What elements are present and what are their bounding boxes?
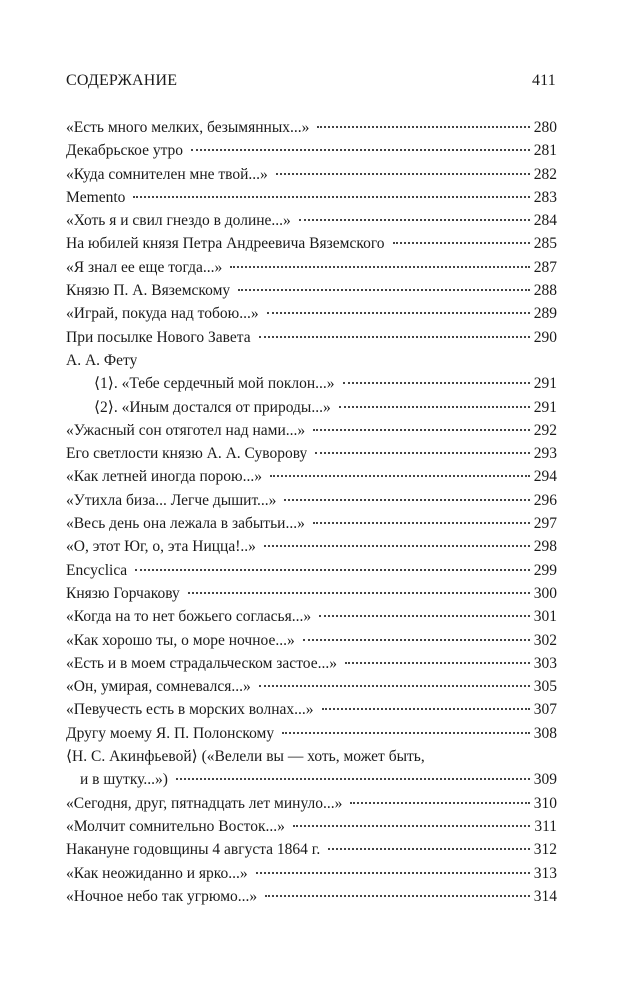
toc-entry-page: 312 [533, 841, 557, 859]
toc-entry-title: «Весь день она лежала в забытьи...» [66, 515, 305, 533]
toc-entry-page: 302 [533, 631, 557, 649]
toc-entry [66, 139, 557, 162]
toc-entry-page: 280 [533, 119, 557, 136]
toc-entry [66, 582, 557, 605]
toc-entry-title: «Молчит сомнительно Восток...» [66, 817, 285, 835]
toc-entry-page: 308 [533, 724, 557, 742]
dot-leader [303, 639, 530, 641]
toc-entry-page: 283 [533, 188, 557, 206]
dot-leader [265, 895, 530, 897]
toc-entry-page: 311 [534, 817, 557, 835]
toc-entry [66, 186, 557, 209]
toc-entry-page: 281 [533, 142, 557, 160]
toc-entry-page: 288 [533, 282, 557, 300]
dot-leader [284, 499, 529, 501]
toc-entry-title: Его светлости князю А. А. Суворову [66, 445, 308, 463]
toc-entry-page: 301 [533, 608, 557, 626]
toc-entry-title: ⟨1⟩. «Тебе сердечный мой поклон...» [94, 375, 335, 393]
toc-entry-page: 291 [533, 375, 557, 393]
toc-entry [66, 652, 557, 675]
dot-leader [259, 685, 530, 687]
toc-entry-title: Князю Горчакову [66, 584, 180, 602]
dot-leader [270, 475, 530, 477]
dot-leader [299, 219, 530, 221]
dot-leader [319, 615, 530, 617]
toc-entry-title: На юбилей князя Петра Андреевича Вяземского [66, 235, 385, 253]
toc-entry-title: ⟨2⟩. «Иным достался от природы...» [94, 398, 331, 416]
dot-leader [264, 545, 530, 547]
dot-leader [238, 289, 530, 291]
toc-entry-page: 287 [533, 258, 557, 276]
toc-entry-title: «Ужасный сон отяготел над нами...» [66, 421, 306, 439]
toc-entry [66, 116, 557, 139]
toc-entry [66, 885, 557, 908]
toc-entry-title: «Утихла биза... Легче дышит...» [66, 491, 277, 509]
toc-entry [66, 396, 557, 419]
toc-entry [66, 279, 557, 302]
toc-entry-title: Другу моему Я. П. Полонскому [66, 724, 275, 742]
toc-entry-title: А. А. Фету [66, 351, 138, 369]
dot-leader [350, 802, 529, 804]
toc-entry [66, 209, 557, 232]
toc-entry-page: 313 [533, 864, 557, 882]
toc-entry-title: «Как хорошо ты, о море ночное...» [66, 631, 295, 649]
dot-leader [313, 522, 530, 524]
dot-leader [328, 848, 529, 850]
toc-entry-page: 294 [533, 468, 557, 486]
toc-entry-title: «Когда на то нет божьего согласья...» [66, 608, 312, 626]
toc-entry [66, 232, 557, 255]
dot-leader [293, 825, 530, 827]
toc-entry-title: «Я знал ее еще тогда...» [66, 258, 223, 276]
toc-entry-page: 289 [533, 305, 557, 323]
toc-entry-page: 291 [533, 398, 557, 416]
dot-leader [276, 173, 530, 175]
toc-entry-page: 309 [533, 771, 557, 789]
dot-leader [267, 312, 530, 314]
dot-leader [133, 196, 529, 198]
toc-entry [66, 675, 557, 698]
toc-entry-title: «Ночное небо так угрюмо...» [66, 887, 258, 905]
toc-entry-title: «Певучесть есть в морских волнах...» [66, 701, 314, 719]
toc-entry-title: «Играй, покуда над тобою...» [66, 305, 259, 323]
toc-entry [66, 559, 557, 582]
dot-leader [259, 336, 530, 338]
toc-entry-title: «Как летней иногда порою...» [66, 468, 262, 486]
dot-leader [313, 429, 530, 431]
dot-leader [339, 406, 530, 408]
toc-entry-page: 299 [533, 561, 557, 579]
table-of-contents [66, 116, 557, 908]
toc-entry-title: ⟨Н. С. Акинфьевой⟩ («Велели вы — хоть, может быть, [66, 748, 425, 766]
toc-entry-page: 300 [533, 584, 557, 602]
dot-leader [256, 872, 530, 874]
toc-entry [66, 815, 557, 838]
dot-leader [345, 662, 530, 664]
toc-entry [66, 326, 557, 349]
toc-entry-page: 314 [533, 887, 557, 905]
toc-entry [66, 512, 557, 535]
toc-entry-page: 305 [533, 678, 557, 696]
toc-entry-page: 310 [533, 794, 557, 812]
toc-entry [66, 838, 557, 861]
toc-entry [66, 419, 557, 442]
toc-entry-page: 282 [533, 165, 557, 183]
toc-entry-title: «Куда сомнителен мне твой...» [66, 165, 268, 183]
dot-leader [230, 266, 529, 268]
toc-entry-page: 297 [533, 515, 557, 533]
toc-entry-title: «О, этот Юг, о, эта Ницца!..» [66, 538, 256, 556]
toc-entry-title: «Хоть я и свил гнездо в долине...» [66, 212, 291, 230]
toc-entry-page: 296 [533, 491, 557, 509]
dot-leader [322, 708, 530, 710]
toc-entry [66, 792, 557, 815]
toc-entry [66, 745, 557, 768]
toc-entry [66, 465, 557, 488]
dot-leader [176, 778, 530, 780]
toc-entry [66, 698, 557, 721]
toc-entry-page: 303 [533, 654, 557, 672]
toc-entry-title: «Есть и в моем страдальческом застое...» [66, 654, 337, 672]
dot-leader [343, 382, 530, 384]
toc-entry-title: При посылке Нового Завета [66, 328, 251, 346]
dot-leader [393, 242, 530, 244]
toc-entry [66, 302, 557, 325]
toc-entry-title: Накануне годовщины 4 августа 1864 г. [66, 841, 321, 859]
toc-entry-page: 290 [533, 328, 557, 346]
toc-entry-title: «Сегодня, друг, пятнадцать лет минуло...» [66, 794, 343, 812]
toc-entry-title: Encyclica [66, 561, 128, 579]
toc-entry [66, 722, 557, 745]
toc-entry [66, 489, 557, 512]
toc-entry-title: «Есть много мелких, безымянных...» [66, 119, 310, 136]
toc-entry-title: Memento [66, 188, 126, 206]
toc-entry-title: Декабрьское утро [66, 142, 184, 160]
running-header [66, 72, 556, 96]
toc-entry [66, 442, 557, 465]
dot-leader [282, 732, 530, 734]
toc-entry-title: Князю П. А. Вяземскому [66, 282, 231, 300]
toc-entry [66, 862, 557, 885]
dot-leader [191, 149, 530, 151]
dot-leader [315, 452, 529, 454]
toc-entry [66, 349, 557, 372]
toc-entry-title: «Он, умирая, сомневался...» [66, 678, 251, 696]
toc-entry [66, 605, 557, 628]
toc-entry [66, 768, 557, 791]
toc-entry [66, 535, 557, 558]
toc-entry-page: 285 [533, 235, 557, 253]
toc-entry-title: «Как неожиданно и ярко...» [66, 864, 248, 882]
toc-entry-page: 293 [533, 445, 557, 463]
toc-entry-title: и в шутку...») [80, 771, 168, 789]
dot-leader [135, 569, 530, 571]
toc-entry-page: 298 [533, 538, 557, 556]
toc-entry-page: 292 [533, 421, 557, 439]
toc-entry [66, 163, 557, 186]
toc-entry [66, 372, 557, 395]
toc-entry [66, 629, 557, 652]
toc-entry-page: 284 [533, 212, 557, 230]
toc-entry [66, 256, 557, 279]
page-number: 411 [531, 72, 556, 89]
dot-leader [188, 592, 530, 594]
header-title: СОДЕРЖАНИЕ [66, 72, 178, 89]
toc-entry-page: 307 [533, 701, 557, 719]
dot-leader [317, 126, 529, 128]
